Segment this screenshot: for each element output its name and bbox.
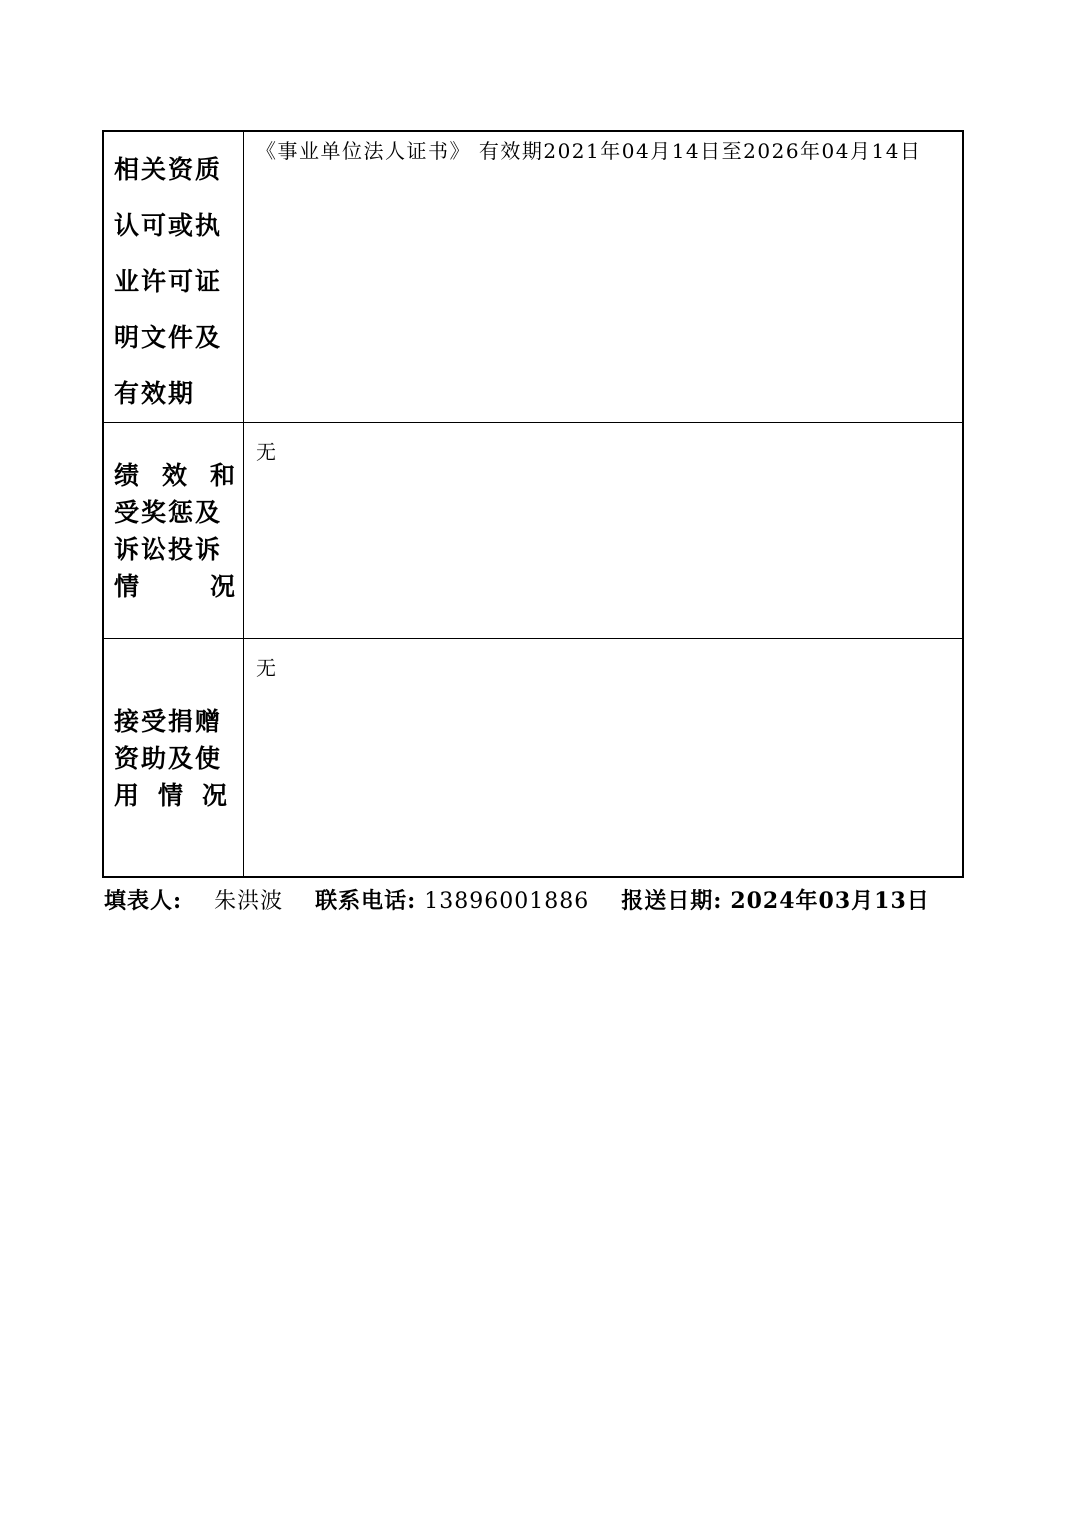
row-content-performance: 无 <box>244 423 964 639</box>
info-table <box>102 130 964 878</box>
label-line: 用 情 况 <box>114 781 229 810</box>
label-line: 相关资质 <box>114 155 223 184</box>
label-line: 有效期 <box>114 379 196 408</box>
phone-value: 13896001886 <box>424 889 590 914</box>
table-row <box>103 423 963 639</box>
date-label: 报送日期: <box>621 888 723 914</box>
table-row <box>103 639 963 877</box>
filler-label: 填表人: <box>104 888 183 914</box>
label-line: 认可或执 <box>114 211 223 240</box>
label-line: 业许可证 <box>114 267 223 296</box>
report-footer <box>104 884 1004 915</box>
row-label-donations <box>103 639 244 877</box>
label-line: 资助及使 <box>114 744 223 773</box>
label-line: 受奖惩及 <box>114 498 223 527</box>
date-value: 2024年03月13日 <box>730 888 930 914</box>
label-line: 情 况 <box>114 572 237 601</box>
phone-label: 联系电话: <box>315 888 417 914</box>
filler-name: 朱洪波 <box>214 889 284 914</box>
row-label-performance <box>103 423 244 639</box>
table-row <box>103 131 963 423</box>
label-line: 接受捐赠 <box>114 707 223 736</box>
label-line: 诉讼投诉 <box>114 535 223 564</box>
row-content-donations: 无 <box>244 639 964 877</box>
row-content-qualification: 《事业单位法人证书》 有效期2021年04月14日至2026年04月14日 <box>244 131 964 423</box>
label-line: 绩 效 和 <box>114 461 237 490</box>
row-label-qualification <box>103 131 244 423</box>
label-line: 明文件及 <box>114 323 223 352</box>
